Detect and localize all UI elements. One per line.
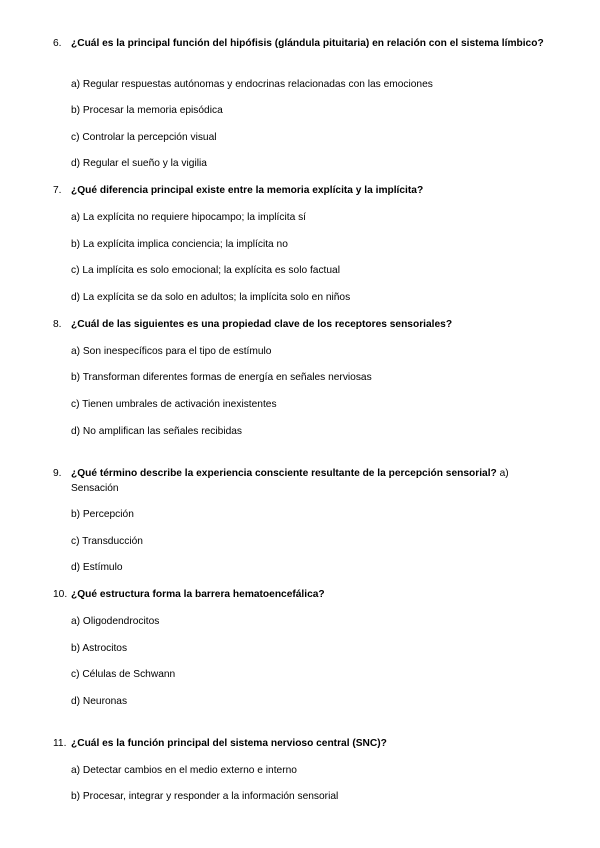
question-number: 6. [53, 38, 62, 49]
option-9a: a) Sensación [71, 468, 509, 494]
option-7c: c) La implícita es solo emocional; la explícita es solo factual [71, 265, 340, 276]
question-text: ¿Cuál de las siguientes es una propiedad clave de los receptores sensoriales? [71, 319, 453, 330]
question-7 [53, 183, 553, 198]
option-6d: d) Regular el sueño y la vigilia [71, 158, 207, 169]
option-9b: b) Percepción [71, 509, 134, 520]
option-11b: b) Procesar, integrar y responder a la información sensorial [71, 791, 339, 802]
question-text: ¿Qué término describe la experiencia consciente resultante de la percepción sensorial? [71, 468, 497, 479]
question-6 [53, 36, 553, 51]
question-10 [53, 587, 553, 602]
question-text: ¿Cuál es la principal función del hipófisis (glándula pituitaria) en relación con el sistema límbico? [71, 38, 544, 49]
option-8b: b) Transforman diferentes formas de energía en señales nerviosas [71, 372, 372, 383]
option-7b: b) La explícita implica conciencia; la implícita no [71, 239, 288, 250]
question-number: 10. [53, 589, 68, 600]
question-number: 11. [53, 738, 67, 749]
question-text: ¿Qué estructura forma la barrera hematoencefálica? [71, 589, 325, 600]
option-8d: d) No amplifican las señales recibidas [71, 426, 243, 437]
question-number: 9. [53, 468, 62, 479]
option-6b: b) Procesar la memoria episódica [71, 105, 223, 116]
question-number: 7. [53, 185, 62, 196]
option-9c: c) Transducción [71, 536, 143, 547]
option-8a: a) Son inespecíficos para el tipo de estímulo [71, 346, 272, 357]
question-11 [53, 736, 553, 751]
option-7d: d) La explícita se da solo en adultos; la implícita solo en niños [71, 292, 351, 303]
option-10b: b) Astrocitos [71, 643, 128, 654]
option-6a: a) Regular respuestas autónomas y endocrinas relacionadas con las emociones [71, 79, 433, 90]
question-text: ¿Cuál es la función principal del sistema nervioso central (SNC)? [71, 738, 387, 749]
option-8c: c) Tienen umbrales de activación inexistentes [71, 399, 277, 410]
option-10a: a) Oligodendrocitos [71, 616, 160, 627]
option-9d: d) Estímulo [71, 562, 123, 573]
question-8 [53, 317, 553, 332]
question-9 [53, 466, 553, 496]
option-11a: a) Detectar cambios en el medio externo e interno [71, 765, 297, 776]
option-6c: c) Controlar la percepción visual [71, 132, 217, 143]
option-10d: d) Neuronas [71, 696, 128, 707]
option-7a: a) La explícita no requiere hipocampo; la implícita sí [71, 212, 306, 223]
option-10c: c) Células de Schwann [71, 669, 176, 680]
question-number: 8. [53, 319, 62, 330]
question-text: ¿Qué diferencia principal existe entre la memoria explícita y la implícita? [71, 185, 424, 196]
